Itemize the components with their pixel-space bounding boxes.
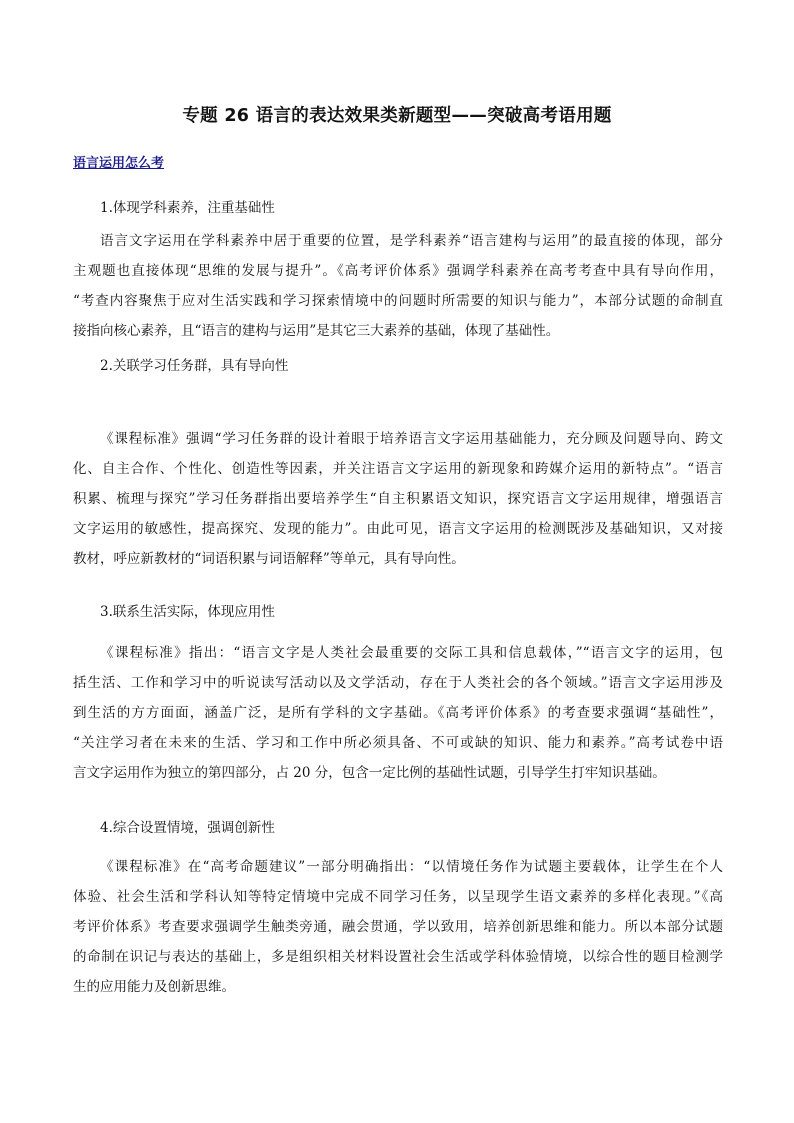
section-3-paragraph — [73, 638, 723, 788]
paragraph-line: 积累、梳理与探究”学习任务群指出要培养学生“自主积累语文知识，探究语言文字运用规律，增强语言 — [73, 491, 723, 507]
paragraph-line: 主观题也直接体现“思维的发展与提升”。《高考评价体系》强调学科素养在高考考查中具有导向作用， — [73, 263, 723, 279]
section-4-paragraph — [73, 852, 723, 1002]
paragraph-line: 体验、社会生活和学科认知等特定情境中完成不同学习任务，以呈现学生语文素养的多样化表现。”《高 — [73, 889, 723, 905]
paragraph-line: 教材，呼应新教材的“词语积累与词语解释”等单元，具有导向性。 — [73, 551, 465, 567]
paragraph-line: 《课程标准》在“高考命题建议”一部分明确指出：“以情境任务作为试题主要载体，让学生在个人 — [100, 859, 723, 875]
paragraph-line: 《课程标准》指出：“语言文字是人类社会最重要的交际工具和信息载体，”“语言文字的运用，包 — [100, 645, 723, 661]
section-2-heading: 2.关联学习任务群，具有导向性 — [100, 358, 289, 374]
paragraph-line: 到生活的方方面面，涵盖广泛，是所有学科的文字基础。《高考评价体系》的考查要求强调“基础性”， — [73, 705, 723, 721]
paragraph-line: 化、自主合作、个性化、创造性等因素，并关注语言文字运用的新现象和跨媒介运用的新特点”。“语言 — [73, 461, 723, 477]
section-4-heading: 4.综合设置情境，强调创新性 — [100, 820, 275, 836]
section-2-paragraph — [73, 424, 723, 574]
paragraph-line: 考评价体系》考查要求强调学生触类旁通，融会贯通，学以致用，培养创新思维和能力。所以本部分试题 — [73, 919, 723, 935]
section-1-heading: 1.体现学科素养，注重基础性 — [100, 200, 275, 216]
paragraph-line: 接指向核心素养，且“语言的建构与运用”是其它三大素养的基础，体现了基础性。 — [73, 323, 560, 339]
paragraph-line: 文字运用的敏感性，提高探究、发现的能力”。由此可见，语言文字运用的检测既涉及基础知识，又对接 — [73, 521, 723, 537]
page-title: 专题 26 语言的表达效果类新题型——突破高考语用题 — [182, 106, 612, 126]
section-link-how-to-test[interactable]: 语言运用怎么考 — [73, 156, 165, 171]
section-1-paragraph — [73, 226, 723, 346]
paragraph-line: 生的应用能力及创新思维。 — [73, 979, 235, 995]
paragraph-line: “关注学习者在未来的生活、学习和工作中所必须具备、不可或缺的知识、能力和素养。”高考试卷中语 — [73, 735, 723, 751]
paragraph-line: 的命制在识记与表达的基础上，多是组织相关材料设置社会生活或学科体验情境，以综合性的题目检测学 — [73, 949, 723, 965]
paragraph-line: 《课程标准》强调“学习任务群的设计着眼于培养语言文字运用基础能力，充分顾及问题导向、跨文 — [100, 431, 723, 447]
paragraph-line: 语言文字运用在学科素养中居于重要的位置，是学科素养“语言建构与运用”的最直接的体现，部分 — [100, 233, 723, 249]
paragraph-line: “考查内容聚焦于应对生活实践和学习探索情境中的问题时所需要的知识与能力”，本部分试题的命制直 — [73, 293, 723, 309]
paragraph-line: 言文字运用作为独立的第四部分，占 20 分，包含一定比例的基础性试题，引导学生打牢知识基础。 — [73, 765, 666, 781]
paragraph-line: 括生活、工作和学习中的听说读写活动以及文学活动，存在于人类社会的各个领域。”语言文字运用涉及 — [73, 675, 723, 691]
section-3-heading: 3.联系生活实际，体现应用性 — [100, 604, 275, 620]
